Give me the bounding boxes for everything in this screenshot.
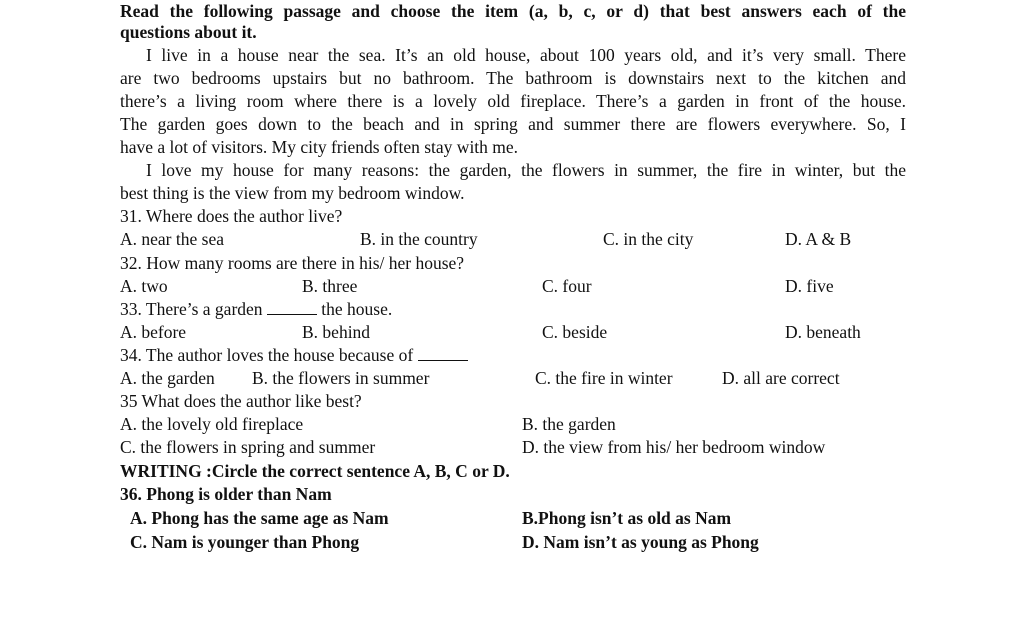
q31-option-b[interactable]: B. in the country: [360, 229, 478, 249]
q34-option-a[interactable]: A. the garden: [120, 368, 215, 388]
instruction-line-2: questions about it.: [120, 22, 257, 42]
q36-option-b[interactable]: B.Phong isn’t as old as Nam: [522, 508, 732, 528]
q34-option-d[interactable]: D. all are correct: [722, 368, 840, 388]
q33-option-d[interactable]: D. beneath: [785, 322, 861, 342]
q35-option-d[interactable]: D. the view from his/ her bedroom window: [522, 437, 826, 457]
question-34: [120, 344, 468, 367]
writing-heading: WRITING :Circle the correct sentence A, B, C or D.: [120, 461, 510, 481]
instruction-line-1: Read the following passage and choose the item (a, b, c, or d) that best answers each of the: [120, 1, 906, 21]
q33-option-b[interactable]: B. behind: [302, 322, 371, 342]
q35-option-c[interactable]: C. the flowers in spring and summer: [120, 437, 376, 457]
q33-blank: [267, 300, 317, 315]
q33-text-post: the house.: [321, 299, 393, 319]
passage-line-4: The garden goes down to the beach and in spring and summer there are flowers everywhere. So, I: [120, 114, 906, 134]
q36-option-a[interactable]: A. Phong has the same age as Nam: [130, 508, 389, 528]
question-33: [120, 298, 392, 321]
q33-text-pre: 33. There’s a garden: [120, 299, 263, 319]
q33-option-c[interactable]: C. beside: [542, 322, 608, 342]
passage-line-5: have a lot of visitors. My city friends often stay with me.: [120, 137, 519, 157]
q32-option-a[interactable]: A. two: [120, 276, 168, 296]
question-36: 36. Phong is older than Nam: [120, 484, 332, 504]
passage-line-1: I live in a house near the sea. It’s an old house, about 100 years old, and it’s very small. There: [146, 45, 906, 65]
q32-option-c[interactable]: C. four: [542, 276, 592, 296]
passage-line-6: I love my house for many reasons: the garden, the flowers in summer, the fire in winter, but the: [146, 160, 906, 180]
question-35: 35 What does the author like best?: [120, 391, 362, 411]
q36-option-c[interactable]: C. Nam is younger than Phong: [130, 532, 360, 552]
q34-option-b[interactable]: B. the flowers in summer: [252, 368, 430, 388]
q32-option-b[interactable]: B. three: [302, 276, 358, 296]
q31-option-a[interactable]: A. near the sea: [120, 229, 224, 249]
q35-option-a[interactable]: A. the lovely old fireplace: [120, 414, 304, 434]
passage-line-3: there’s a living room where there is a lovely old fireplace. There’s a garden in front of the house.: [120, 91, 906, 111]
q35-option-b[interactable]: B. the garden: [522, 414, 616, 434]
q33-option-a[interactable]: A. before: [120, 322, 187, 342]
q31-option-d[interactable]: D. A & B: [785, 229, 852, 249]
question-31: 31. Where does the author live?: [120, 206, 343, 226]
q34-text: 34. The author loves the house because of: [120, 345, 414, 365]
q34-option-c[interactable]: C. the fire in winter: [535, 368, 673, 388]
question-32: 32. How many rooms are there in his/ her house?: [120, 253, 465, 273]
q31-option-c[interactable]: C. in the city: [603, 229, 694, 249]
passage-line-2: are two bedrooms upstairs but no bathroom. The bathroom is downstairs next to the kitchen and: [120, 68, 906, 88]
q36-option-d[interactable]: D. Nam isn’t as young as Phong: [522, 532, 759, 552]
q32-option-d[interactable]: D. five: [785, 276, 834, 296]
passage-line-7: best thing is the view from my bedroom window.: [120, 183, 465, 203]
q34-blank: [418, 346, 468, 361]
